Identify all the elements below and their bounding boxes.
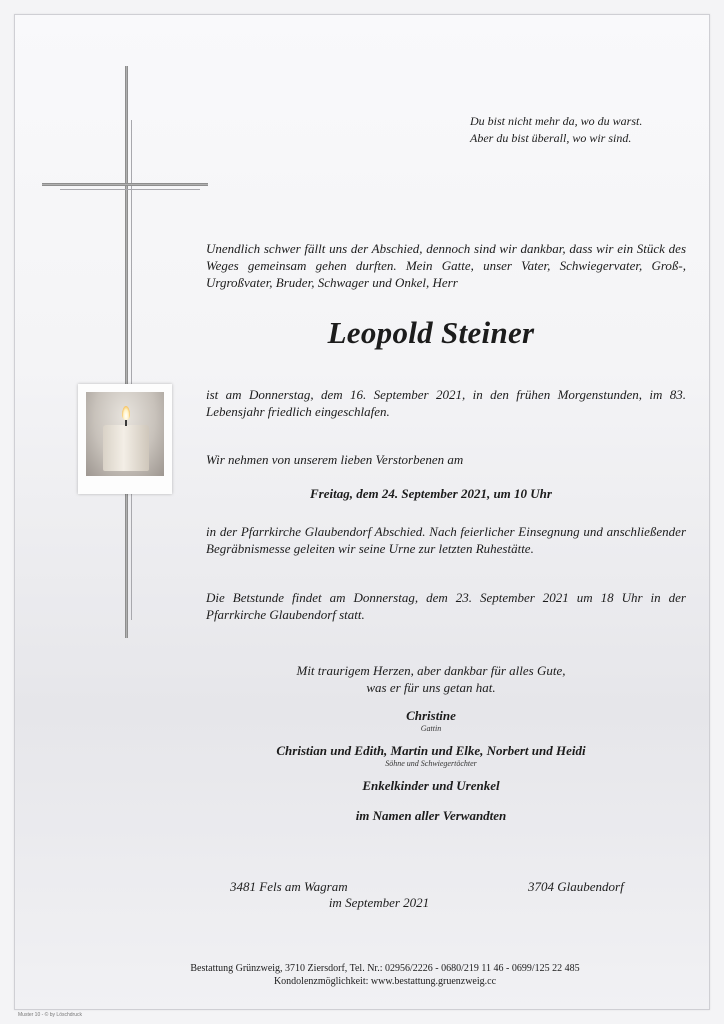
- cross-vertical-bar: [125, 66, 128, 638]
- parte-card: [14, 14, 710, 1010]
- candle-background: [86, 392, 164, 476]
- intro-text: Unendlich schwer fällt uns der Abschied, dennoch sind wir dankbar, dass wir ein Stück des Weges gemeinsam gehen durften. Mein Gatte, unser Vater, Schwiegervater, Groß-, Urgroßvater, Bruder, Schwager und Onkel, Herr: [206, 241, 686, 290]
- template-mark: Muster 10 - © by Löschdruck: [18, 1012, 82, 1018]
- funeral-date: Freitag, dem 24. September 2021, um 10 Uhr: [310, 486, 552, 501]
- quote-line-2: Aber du bist überall, wo wir sind.: [470, 131, 632, 145]
- place-right: 3704 Glaubendorf: [528, 879, 624, 894]
- church-text: in der Pfarrkirche Glaubendorf Abschied. Nach feierlicher Einsegnung und anschließender Begräbnismesse geleiten wir seine Urne zur letzten Ruhestätte.: [206, 524, 686, 556]
- mourner-relation: Gattin: [420, 724, 442, 733]
- candle-wick: [125, 420, 127, 426]
- deceased-name: Leopold Steiner: [327, 315, 535, 350]
- mourner-name: Christian und Edith, Martin und Elke, Norbert und Heidi: [276, 743, 586, 758]
- candle-icon: [103, 425, 149, 471]
- sorrow-text: [206, 662, 656, 696]
- memorial-quote: [470, 113, 670, 147]
- candle-flame-icon: [122, 406, 130, 420]
- cross-horizontal-line: [60, 189, 200, 190]
- cross-vertical-line: [131, 120, 132, 620]
- death-notice-text: ist am Donnerstag, dem 16. September 2021, in den frühen Morgenstunden, im 83. Lebensjahr friedlich eingeschlafen.: [206, 387, 686, 419]
- quote-line-1: Du bist nicht mehr da, wo du warst.: [470, 114, 643, 128]
- footer-condolence: Kondolenzmöglichkeit: www.bestattung.gruenzweig.cc: [273, 976, 497, 987]
- place-left: 3481 Fels am Wagram: [230, 879, 348, 894]
- farewell-text: Wir nehmen von unserem lieben Verstorbenen am: [206, 452, 464, 467]
- cross-horizontal-bar: [42, 183, 208, 186]
- mourner-relation: Söhne und Schwiegertöchter: [385, 759, 477, 768]
- sorrow-line-1: Mit traurigem Herzen, aber dankbar für alles Gute,: [296, 663, 566, 678]
- candle-photo: [78, 384, 172, 494]
- undertaker-footer: [160, 962, 610, 988]
- mourner-name: Christine: [406, 708, 456, 723]
- sorrow-line-2: was er für uns getan hat.: [366, 680, 496, 695]
- mourner-name: Enkelkinder und Urenkel: [362, 778, 500, 793]
- footer-contact: Bestattung Grünzweig, 3710 Ziersdorf, Tel. Nr.: 02956/2226 - 0680/219 11 46 - 0699/125 22 485: [190, 963, 580, 974]
- mourners-list: [206, 708, 656, 824]
- mourner-name: im Namen aller Verwandten: [355, 808, 507, 823]
- notice-month: im September 2021: [328, 895, 430, 910]
- prayer-hour-text: Die Betstunde findet am Donnerstag, dem 23. September 2021 um 18 Uhr in der Pfarrkirche Glaubendorf statt.: [206, 590, 686, 622]
